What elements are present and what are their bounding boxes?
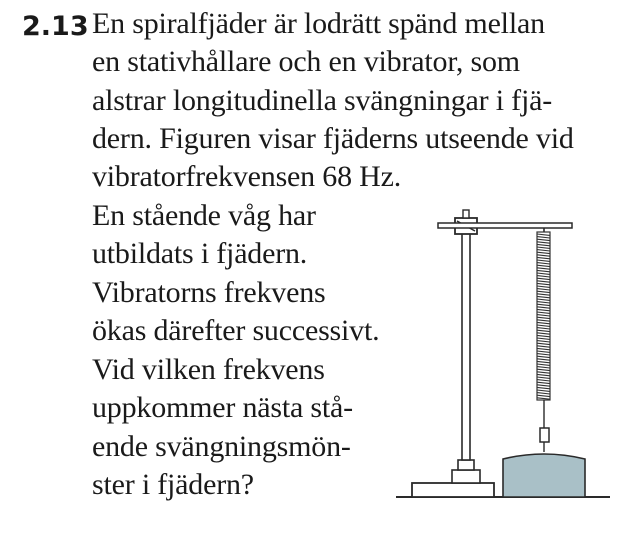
problem-text-line: ende svängningsmön- (92, 430, 351, 463)
vibrator-body (503, 454, 585, 497)
problem-text-line: uppkommer nästa stå- (92, 391, 353, 424)
problem-text-line: ster i fjädern? (92, 468, 254, 501)
problem-text-line: Vid vilken frekvens (92, 353, 325, 386)
clamp-knob (463, 210, 469, 218)
stand-foot-block (452, 470, 480, 483)
problem-text-line: En spiralfjäder är lodrätt spänd mellan (92, 7, 545, 40)
stand-foot-collar (458, 460, 474, 470)
problem-text-line: utbildats i fjädern. (92, 237, 308, 270)
problem-text-line: En stående våg har (92, 199, 316, 232)
problem-text-line: vibratorfrekvensen 68 Hz. (92, 160, 402, 193)
problem-text-line: ökas därefter successivt. (92, 314, 380, 347)
problem-text-line: alstrar longitudinella svängningar i fjä- (92, 84, 552, 117)
vibrator-connector (540, 428, 549, 442)
problem-text-line: Vibratorns frekvens (92, 276, 326, 309)
stand-rod (462, 222, 470, 460)
problem-text-line: en stativhållare och en vibrator, som (92, 45, 520, 78)
stand-base-plate (412, 483, 494, 497)
problem-text-line: dern. Figuren visar fjäderns utseende vid (92, 122, 574, 155)
stand-arm (438, 223, 572, 228)
problem-number: 2.13 (22, 11, 89, 42)
